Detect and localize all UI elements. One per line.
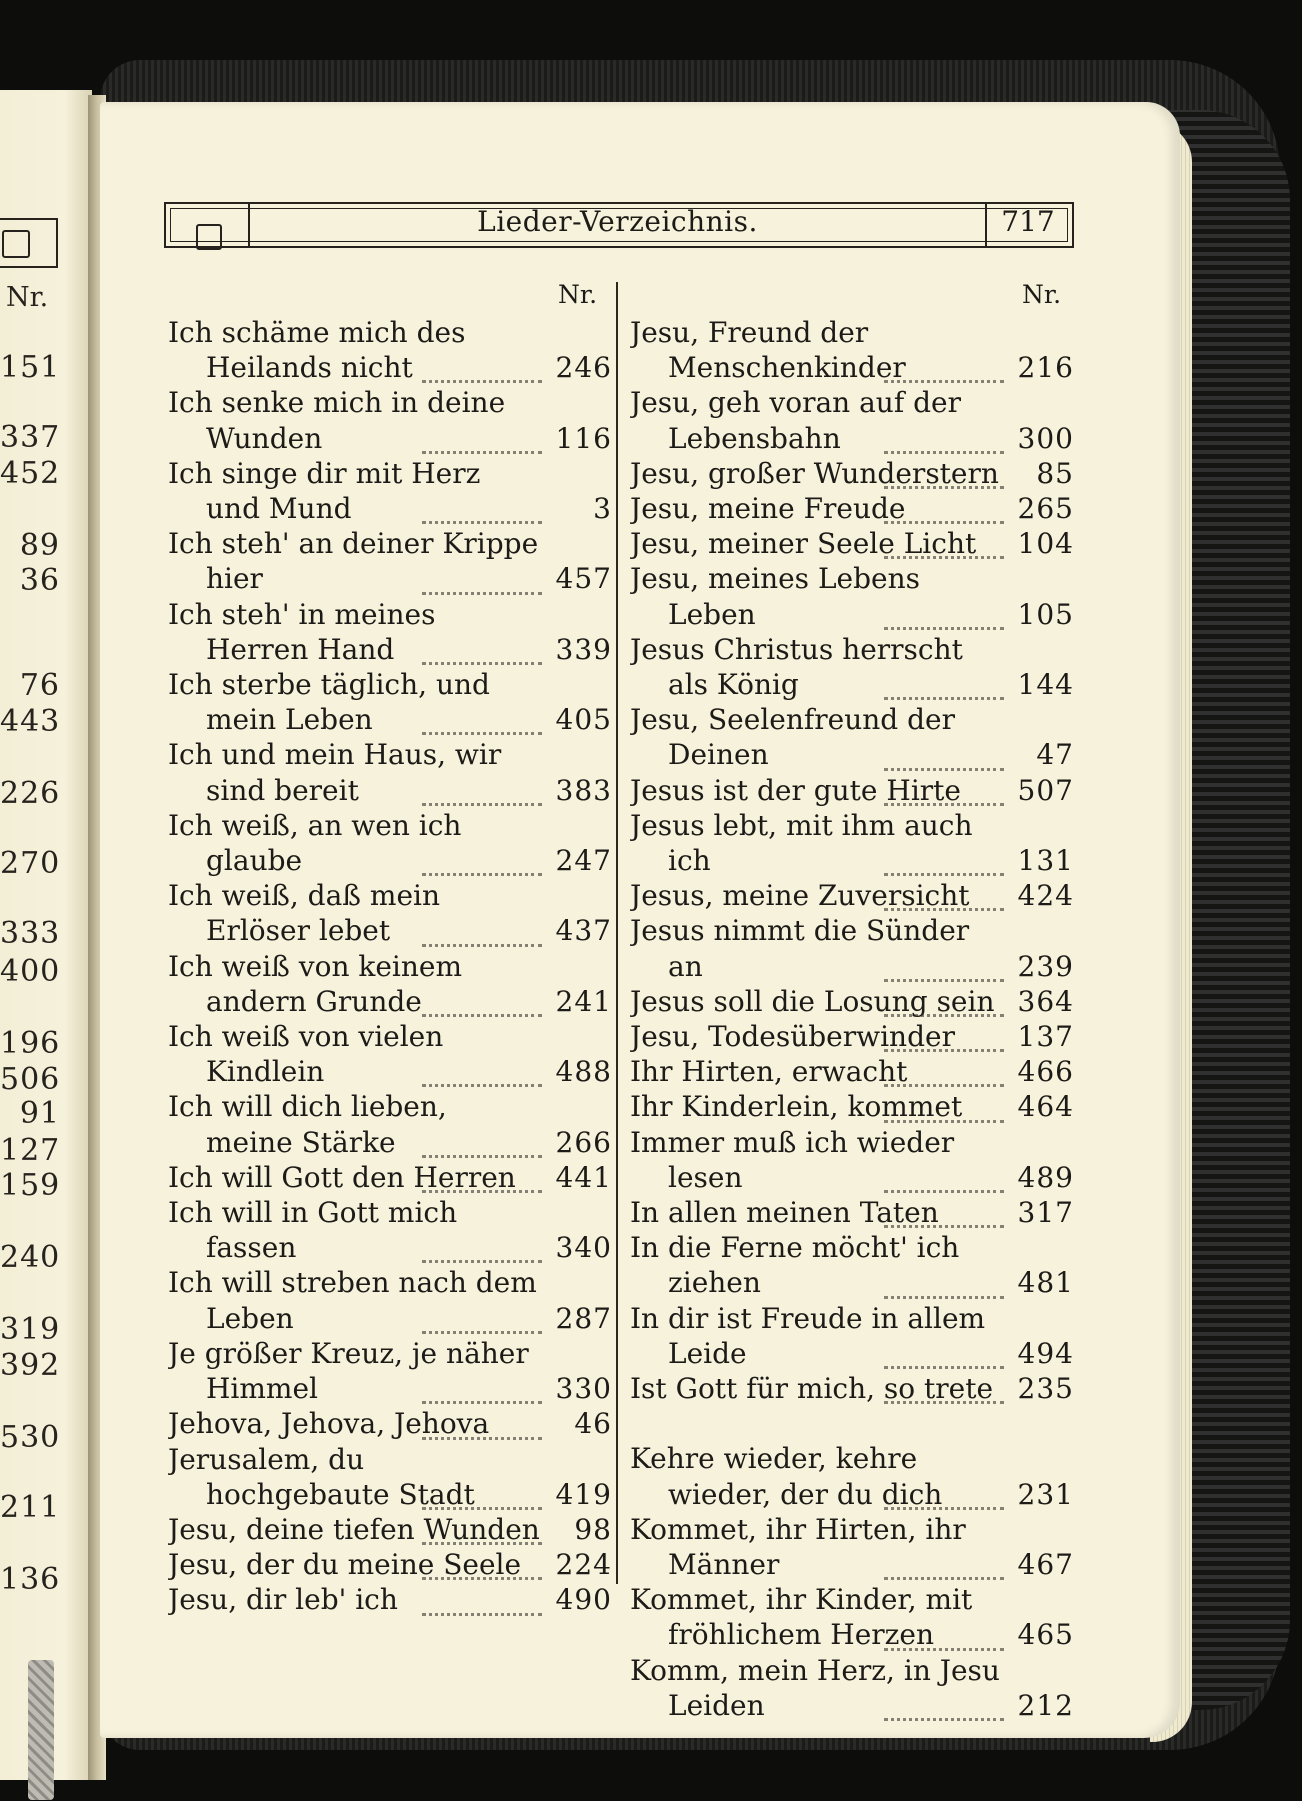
previous-number: 270 — [0, 846, 61, 881]
leader-dots — [884, 908, 1004, 911]
hymn-number: 419 — [550, 1477, 612, 1512]
hymn-entry — [168, 1195, 616, 1265]
previous-page-numbers — [0, 0, 95, 1801]
hymn-entry — [168, 1547, 616, 1582]
hymn-title: Komm, mein Herz, in Jesu Leiden — [630, 1653, 1000, 1722]
hymn-number: 507 — [1012, 773, 1074, 808]
previous-number: 530 — [0, 1420, 61, 1455]
hymn-number: 266 — [550, 1125, 612, 1160]
leader-dots — [422, 1190, 542, 1193]
hymn-number: 246 — [550, 350, 612, 385]
hymn-entry — [630, 773, 1078, 808]
hymn-entry — [630, 1653, 1078, 1723]
hymn-title: Ihr Kinderlein, kommet — [630, 1090, 963, 1124]
hymn-entry — [168, 949, 616, 1019]
hymn-title: Jesu, meiner Seele Licht — [630, 527, 977, 561]
leader-dots — [422, 1084, 542, 1087]
previous-number: 240 — [0, 1240, 61, 1275]
right-hymn-index — [630, 315, 1078, 1723]
leader-dots — [884, 1718, 1004, 1721]
leader-dots — [884, 1084, 1004, 1087]
previous-number: 127 — [0, 1133, 61, 1168]
hymn-number: 3 — [587, 491, 612, 526]
hymn-title: Ich steh' an deiner Krippe hier — [168, 527, 539, 596]
previous-number: 392 — [0, 1348, 61, 1383]
hymn-title: Jesu, der du meine Seele — [168, 1548, 522, 1582]
hymn-entry — [168, 526, 616, 596]
hymn-number: 424 — [1012, 878, 1074, 913]
hymn-number: 239 — [1012, 949, 1074, 984]
hymn-entry — [168, 1406, 616, 1441]
hymn-number: 405 — [550, 702, 612, 737]
hymn-title: In die Ferne möcht' ich ziehen — [630, 1231, 960, 1300]
hymn-title: Ich schäme mich des Heilands nicht — [168, 316, 466, 385]
hymn-title: Jesu, dir leb' ich — [168, 1583, 398, 1617]
hymn-title: Ich steh' in meines Herren Hand — [168, 597, 436, 666]
leader-dots — [422, 451, 542, 454]
leader-dots — [884, 1190, 1004, 1193]
leader-dots — [422, 873, 542, 876]
leader-dots — [884, 1014, 1004, 1017]
hymn-number: 212 — [1012, 1688, 1074, 1723]
hymn-entry — [630, 913, 1078, 983]
previous-number: 159 — [0, 1168, 61, 1203]
hymn-title: Jerusalem, du hochgebaute Stadt — [168, 1442, 475, 1511]
hymn-entry — [630, 808, 1078, 878]
leader-dots — [422, 1401, 542, 1404]
hymn-number: 488 — [550, 1054, 612, 1089]
hymn-title: Ich will dich lieben, meine Stärke — [168, 1090, 447, 1159]
leader-dots — [884, 1225, 1004, 1228]
hymn-number: 339 — [550, 632, 612, 667]
leader-dots — [884, 451, 1004, 454]
column-divider — [616, 282, 618, 1584]
hymn-entry — [630, 984, 1078, 1019]
leader-dots — [884, 1296, 1004, 1299]
leader-dots — [422, 1155, 542, 1158]
previous-number: 452 — [0, 456, 61, 491]
hymn-number: 235 — [1012, 1371, 1074, 1406]
previous-number: 506 — [0, 1062, 61, 1097]
previous-number: 151 — [0, 350, 61, 385]
hymn-title: Jesu, meine Freude — [630, 492, 906, 526]
hymn-title: Jesu, Todesüberwinder — [630, 1020, 955, 1054]
hymn-number: 364 — [1012, 984, 1074, 1019]
hymn-number: 300 — [1012, 421, 1074, 456]
hymn-title: Ich weiß, an wen ich glaube — [168, 808, 462, 878]
column-nr-label: Nr. — [558, 280, 598, 309]
hymn-entry — [630, 491, 1078, 526]
hymn-number: 47 — [1030, 737, 1074, 772]
hymn-title: Jesu, großer Wunderstern — [630, 456, 999, 490]
previous-number: 337 — [0, 420, 61, 455]
hymn-title: Jesus nimmt die Sünder an — [630, 914, 970, 983]
hymn-entry — [168, 1089, 616, 1159]
hymn-entry — [168, 737, 616, 807]
square-ornament-icon — [2, 230, 30, 258]
leader-dots — [884, 1648, 1004, 1651]
hymn-entry — [630, 1195, 1078, 1230]
hymn-number: 265 — [1012, 491, 1074, 526]
hymn-entry — [630, 1582, 1078, 1652]
hymn-title: Ich senke mich in deine Wunden — [168, 386, 506, 455]
hymn-number: 464 — [1012, 1089, 1074, 1124]
hymn-entry — [630, 1441, 1078, 1511]
leader-dots — [884, 1120, 1004, 1123]
previous-number: 443 — [0, 704, 61, 739]
leader-dots — [422, 1507, 542, 1510]
leader-dots — [422, 944, 542, 947]
hymn-entry — [630, 561, 1078, 631]
hymn-title: Jesus, meine Zuversicht — [630, 879, 970, 913]
leader-dots — [884, 803, 1004, 806]
hymn-number: 330 — [550, 1371, 612, 1406]
leader-dots — [422, 592, 542, 595]
hymn-title: Jesu, deine tiefen Wunden — [168, 1512, 540, 1546]
leader-dots — [884, 1507, 1004, 1510]
leader-dots — [422, 803, 542, 806]
hymn-number: 116 — [550, 421, 612, 456]
leader-dots — [884, 697, 1004, 700]
hymn-number: 457 — [550, 561, 612, 596]
previous-number: 319 — [0, 1312, 61, 1347]
hymn-title: Jesus ist der gute Hirte — [630, 773, 961, 807]
leader-dots — [422, 732, 542, 735]
hymn-number: 466 — [1012, 1054, 1074, 1089]
hymn-number: 287 — [550, 1301, 612, 1336]
hymn-title: Jesu, Seelenfreund der Deinen — [630, 703, 955, 772]
column-nr-label: Nr. — [1022, 280, 1062, 309]
previous-number: 211 — [0, 1490, 61, 1525]
leader-dots — [884, 1577, 1004, 1580]
hymn-title: Jehova, Jehova, Jehova — [168, 1407, 490, 1441]
hymn-number: 490 — [550, 1582, 612, 1617]
leader-dots — [422, 1542, 542, 1545]
leader-dots — [884, 380, 1004, 383]
leader-dots — [884, 627, 1004, 630]
hymn-number: 241 — [550, 984, 612, 1019]
header-divider — [985, 202, 987, 248]
hymn-entry — [168, 1019, 616, 1089]
leader-dots — [884, 979, 1004, 982]
leader-dots — [422, 1260, 542, 1263]
previous-number: 333 — [0, 916, 61, 951]
hymn-number: 98 — [568, 1512, 612, 1547]
hymn-title: Ich will in Gott mich fassen — [168, 1196, 458, 1265]
leader-dots — [884, 1049, 1004, 1052]
hymn-number: 383 — [550, 773, 612, 808]
page-number: 717 — [1001, 205, 1055, 238]
hymn-title: Ich will Gott den Herren — [168, 1160, 516, 1194]
hymn-entry — [630, 1089, 1078, 1124]
hymn-entry — [168, 1442, 616, 1512]
hymn-entry — [630, 456, 1078, 491]
leader-dots — [884, 768, 1004, 771]
hymn-entry — [630, 1125, 1078, 1195]
hymn-title: Ich weiß von vielen Kindlein — [168, 1020, 444, 1089]
hymn-number: 465 — [1012, 1617, 1074, 1652]
hymn-entry — [630, 526, 1078, 561]
hymn-entry — [630, 1371, 1078, 1406]
hymn-entry — [168, 597, 616, 667]
hymn-entry — [630, 632, 1078, 702]
hymn-title: Jesu, geh voran auf der Lebensbahn — [630, 386, 961, 455]
hymn-entry — [168, 456, 616, 526]
hymn-title: In allen meinen Taten — [630, 1196, 939, 1230]
hymn-number: 137 — [1012, 1019, 1074, 1054]
hymn-entry — [168, 808, 616, 878]
hymn-title: Kommet, ihr Hirten, ihr Männer — [630, 1512, 966, 1581]
leader-dots — [422, 521, 542, 524]
hymn-entry — [630, 1230, 1078, 1300]
hymn-title: Ich singe dir mit Herz und Mund — [168, 456, 481, 526]
hymn-title: Ich und mein Haus, wir sind bereit — [168, 738, 502, 807]
hymn-title: Ist Gott für mich, so trete — [630, 1372, 994, 1406]
hymn-title: In dir ist Freude in allem Leide — [630, 1301, 986, 1370]
previous-nr-label: Nr. — [6, 282, 49, 313]
leader-dots — [422, 1577, 542, 1580]
hymn-title: Ich will streben nach dem Leben — [168, 1266, 537, 1335]
hymn-entry — [630, 702, 1078, 772]
hymn-number: 340 — [550, 1230, 612, 1265]
leader-dots — [884, 486, 1004, 489]
hymn-title: Ich sterbe täglich, und mein Leben — [168, 668, 490, 737]
hymn-number: 46 — [568, 1406, 612, 1441]
hymn-number: 489 — [1012, 1160, 1074, 1195]
page-title: Lieder-Verzeichnis. — [477, 205, 758, 238]
hymn-title: Kehre wieder, kehre wieder, der du dich — [630, 1442, 943, 1511]
hymn-number: 144 — [1012, 667, 1074, 702]
hymn-title: Ihr Hirten, erwacht — [630, 1055, 908, 1089]
hymn-number: 224 — [550, 1547, 612, 1582]
hymn-title: Kommet, ihr Kinder, mit fröhlichem Herzen — [630, 1583, 973, 1652]
hymn-entry — [630, 385, 1078, 455]
hymn-entry — [630, 1054, 1078, 1089]
hymn-entry — [168, 667, 616, 737]
previous-number: 136 — [0, 1562, 61, 1597]
hymn-number: 104 — [1012, 526, 1074, 561]
hymn-title: Jesus lebt, mit ihm auch ich — [630, 808, 973, 878]
hymn-entry — [630, 1512, 1078, 1582]
leader-dots — [422, 1331, 542, 1334]
leader-dots — [422, 1613, 542, 1616]
hymn-entry — [168, 1512, 616, 1547]
hymn-number: 317 — [1012, 1195, 1074, 1230]
hymn-number: 467 — [1012, 1547, 1074, 1582]
leader-dots — [422, 662, 542, 665]
leader-dots — [884, 873, 1004, 876]
square-ornament-icon — [196, 224, 222, 250]
previous-number: 91 — [19, 1096, 60, 1131]
leader-dots — [422, 1014, 542, 1017]
hymn-title: Jesus Christus herrscht als König — [630, 632, 963, 702]
hymn-entry — [168, 878, 616, 948]
hymn-entry — [168, 1582, 616, 1617]
hymn-number: 247 — [550, 843, 612, 878]
hymn-title: Ich weiß, daß mein Erlöser lebet — [168, 879, 441, 948]
hymn-entry — [168, 385, 616, 455]
left-hymn-index — [168, 315, 616, 1618]
leader-dots — [884, 1366, 1004, 1369]
hymn-number: 481 — [1012, 1265, 1074, 1300]
hymn-title: Jesus soll die Losung sein — [630, 984, 995, 1018]
hymn-title: Ich weiß von keinem andern Grunde — [168, 949, 463, 1018]
hymn-title: Jesu, meines Lebens Leben — [630, 562, 921, 631]
hymn-number: 216 — [1012, 350, 1074, 385]
previous-number: 196 — [0, 1026, 61, 1061]
hymn-entry — [630, 315, 1078, 385]
hymn-entry — [168, 315, 616, 385]
previous-number: 36 — [19, 563, 60, 598]
leader-dots — [884, 521, 1004, 524]
hymn-entry — [630, 1019, 1078, 1054]
hymn-number: 105 — [1012, 597, 1074, 632]
hymn-entry — [168, 1160, 616, 1195]
hymn-number: 437 — [550, 913, 612, 948]
hymn-entry — [630, 1301, 1078, 1371]
leader-dots — [884, 1401, 1004, 1404]
leader-dots — [422, 1437, 542, 1440]
hymn-number: 131 — [1012, 843, 1074, 878]
hymn-number: 231 — [1012, 1477, 1074, 1512]
previous-number: 226 — [0, 776, 61, 811]
hymn-title: Je größer Kreuz, je näher Himmel — [168, 1336, 529, 1406]
hymn-number: 85 — [1030, 456, 1074, 491]
leader-dots — [422, 380, 542, 383]
previous-number: 400 — [0, 954, 61, 989]
hymn-number: 494 — [1012, 1336, 1074, 1371]
hymn-entry — [630, 878, 1078, 913]
hymn-title: Jesu, Freund der Menschenkinder — [630, 316, 906, 385]
previous-number: 89 — [19, 528, 60, 563]
previous-number: 76 — [19, 668, 60, 703]
hymn-entry — [168, 1265, 616, 1335]
hymn-entry — [168, 1336, 616, 1406]
leader-dots — [884, 556, 1004, 559]
hymn-title: Immer muß ich wieder lesen — [630, 1125, 955, 1194]
hymn-number: 441 — [550, 1160, 612, 1195]
